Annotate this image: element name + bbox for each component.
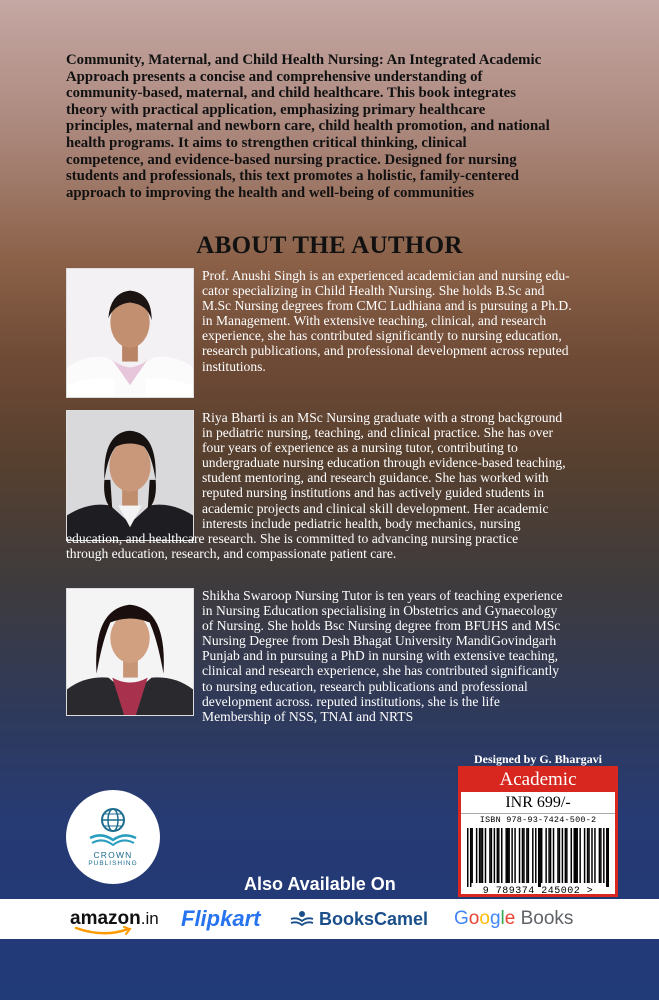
bio-line: student mentoring, and research guidance. She has worked with [202, 470, 549, 486]
barcode-bar [562, 828, 563, 883]
open-book-icon [289, 909, 315, 929]
barcode-bar [574, 828, 575, 883]
barcode-bar [594, 828, 595, 883]
flipkart-wordmark: Flipkart [181, 906, 261, 931]
barcode-bar [485, 828, 486, 883]
barcode-bar [511, 828, 512, 883]
barcode-bar [576, 828, 577, 883]
barcode-bar [523, 828, 524, 883]
also-available-label: Also Available On [244, 874, 396, 894]
barcode-bar [491, 828, 492, 883]
amazon-smile-icon [74, 926, 134, 936]
barcode-bar [507, 828, 508, 883]
designer-credit: Designed by G. Bhargavi [473, 752, 602, 766]
barcode-bar [467, 828, 468, 887]
bio-line: Punjab and in pursuing a PhD in nursing with extensive teaching, [202, 648, 559, 664]
flipkart-logo[interactable] [181, 899, 260, 939]
barcode-bar [528, 828, 529, 883]
google-books-logo[interactable] [454, 899, 573, 939]
bio-line: in Management. With extensive teaching, clinical, and research [202, 313, 547, 329]
barcode-bar [480, 828, 481, 883]
amazon-suffix: .in [140, 909, 159, 928]
barcode-bar [591, 828, 592, 883]
barcode-bar [559, 828, 560, 883]
bio-line: to nursing education, research publications and professional [202, 678, 528, 694]
price-label: INR 699/- [505, 794, 571, 811]
barcode-bar [508, 828, 509, 883]
google-letter: l [500, 908, 505, 929]
bio-line: in Nursing Education specialising in Obstetrics and Gynaecology [202, 603, 558, 619]
barcode-bar [587, 828, 588, 883]
author-bio-anushi [202, 268, 598, 374]
barcode-bar [584, 828, 585, 883]
category-label: Academic [461, 769, 615, 792]
author-photo-shikha [66, 588, 194, 716]
author-photo-anushi [66, 268, 194, 398]
barcode-bar [545, 828, 546, 883]
description-line: approach to improving the health and well-being of communities [66, 184, 475, 201]
barcode-bar [548, 828, 549, 883]
bio-line: development across. reputed institutions, she is the life [202, 693, 500, 709]
globe-book-icon [66, 790, 160, 884]
barcode-bar [535, 828, 536, 883]
description-line: health programs. It aims to strengthen critical thinking, clinical [66, 134, 467, 151]
barcode-bar [471, 828, 472, 883]
bio-line: education, and healthcare research. She is committed to advancing nursing practice [66, 531, 519, 546]
barcode-bar [479, 828, 480, 883]
barcode-bar [497, 828, 498, 883]
barcode-bar [519, 828, 520, 883]
isbn-label: ISBN 978-93-7424-500-2 [461, 813, 615, 825]
barcode-bar [522, 828, 523, 883]
barcode-bar [470, 828, 471, 887]
barcode-bar [494, 828, 495, 883]
amazon-wordmark: amazon [70, 908, 141, 929]
bio-line: Riya Bharti is an MSc Nursing graduate with a strong background [202, 410, 563, 425]
bio-line: Shikha Swaroop Nursing Tutor is ten years of teaching experience [202, 588, 563, 603]
amazon-logo[interactable] [70, 899, 159, 939]
bio-line: experience, she has contributed significantly to nursing education, [202, 328, 562, 344]
author-photo-riya [66, 410, 194, 541]
barcode [465, 827, 611, 887]
barcode-bar [538, 828, 539, 887]
publisher-tagline: PUBLISHING [88, 860, 138, 867]
barcode-bar [489, 828, 490, 883]
barcode-bar [541, 828, 542, 883]
bio-line: research publications, and professional development across reputed [202, 343, 569, 359]
google-books-word: Books [515, 908, 574, 929]
store-logos-bar [0, 899, 659, 939]
bio-line: of Nursing. She holds Bsc Nursing degree from BFUHS and MSc [202, 618, 561, 634]
description-line: Approach presents a concise and comprehensive understanding of [66, 68, 483, 85]
bookscamel-logo[interactable] [289, 899, 428, 939]
description-line: community-based, maternal, and child healthcare. This book integrates [66, 85, 516, 102]
google-letter: g [489, 908, 501, 929]
about-the-author-heading: ABOUT THE AUTHOR [196, 232, 463, 259]
author-bio-shikha [202, 588, 598, 724]
bio-line: Nursing Degree from Desh Bhagat University MandiGovindgarh [202, 633, 557, 649]
description-line: students and professionals, this text promotes a holistic, family-centered [66, 168, 519, 185]
barcode-bar [600, 828, 601, 883]
barcode-bar [571, 828, 572, 883]
price-isbn-box [458, 766, 618, 897]
bio-line: interests include pediatric health, body mechanics, nursing [202, 515, 521, 531]
barcode-bar [526, 828, 527, 883]
description-line: principles, maternal and newborn care, child health promotion, and national [66, 118, 550, 135]
barcode-bar [588, 828, 589, 883]
barcode-bar [608, 828, 609, 887]
barcode-bar [498, 828, 499, 883]
barcode-bar [553, 828, 554, 883]
google-letter: G [454, 908, 469, 929]
barcode-bar [579, 828, 580, 883]
author-bio-riya-cont [66, 531, 598, 561]
bio-line: clinical and research experience, she has contributed significantly [202, 663, 560, 679]
description-line: theory with practical application, emphasizing primary healthcare [66, 101, 486, 118]
bookscamel-wordmark: BooksCamel [319, 908, 429, 929]
barcode-bar [482, 828, 483, 883]
publisher-logo [66, 790, 160, 884]
bio-line: academic projects and clinical skill development. Her academic [202, 500, 549, 516]
bio-line: reputed nursing institutions and has actively guided students in [202, 485, 545, 501]
barcode-bar [565, 828, 566, 883]
barcode-bar [532, 828, 533, 883]
author-bio-riya [202, 410, 598, 531]
barcode-bar [514, 828, 515, 883]
google-letter: o [468, 908, 480, 929]
barcode-bar [476, 828, 477, 883]
google-letter: e [504, 908, 516, 929]
barcode-bar [603, 828, 604, 883]
bio-line: four years of experience as a nursing tutor, contributing to [202, 440, 518, 456]
barcode-bar [501, 828, 502, 883]
barcode-bar [557, 828, 558, 883]
barcode-bar [550, 828, 551, 883]
barcode-bar [606, 828, 607, 887]
barcode-bar [539, 828, 540, 887]
bio-line: institutions. [202, 358, 266, 374]
barcode-bar [566, 828, 567, 883]
book-description [66, 52, 598, 201]
bio-line: undergraduate nursing education through evidence-based teaching, [202, 455, 566, 471]
google-letter: o [479, 908, 490, 929]
barcode-digits: 9 789374 245002 > [482, 886, 594, 897]
description-line: Community, Maternal, and Child Health Nursing: An Integrated Academic [66, 52, 542, 68]
bio-line: Prof. Anushi Singh is an experienced academician and nursing edu- [202, 268, 570, 283]
bio-line: cator specializing in Child Health Nursing. She holds B.Sc and [202, 283, 545, 299]
barcode-bar [505, 828, 506, 883]
publisher-name: CROWN [93, 850, 133, 860]
bio-line: through education, research, and compassionate patient care. [66, 546, 397, 562]
description-line: competence, and evidence-based nursing practice. Designed for nursing [66, 151, 517, 168]
bio-line: Membership of NSS, TNAI and NRTS [202, 708, 414, 724]
bio-line: M.Sc Nursing degrees from CMC Ludhiana and is pursuing a Ph.D. [202, 298, 572, 314]
barcode-bar [599, 828, 600, 883]
bio-line: in pediatric nursing, teaching, and clinical practice. She has over [202, 425, 554, 441]
barcode-bar [575, 828, 576, 883]
